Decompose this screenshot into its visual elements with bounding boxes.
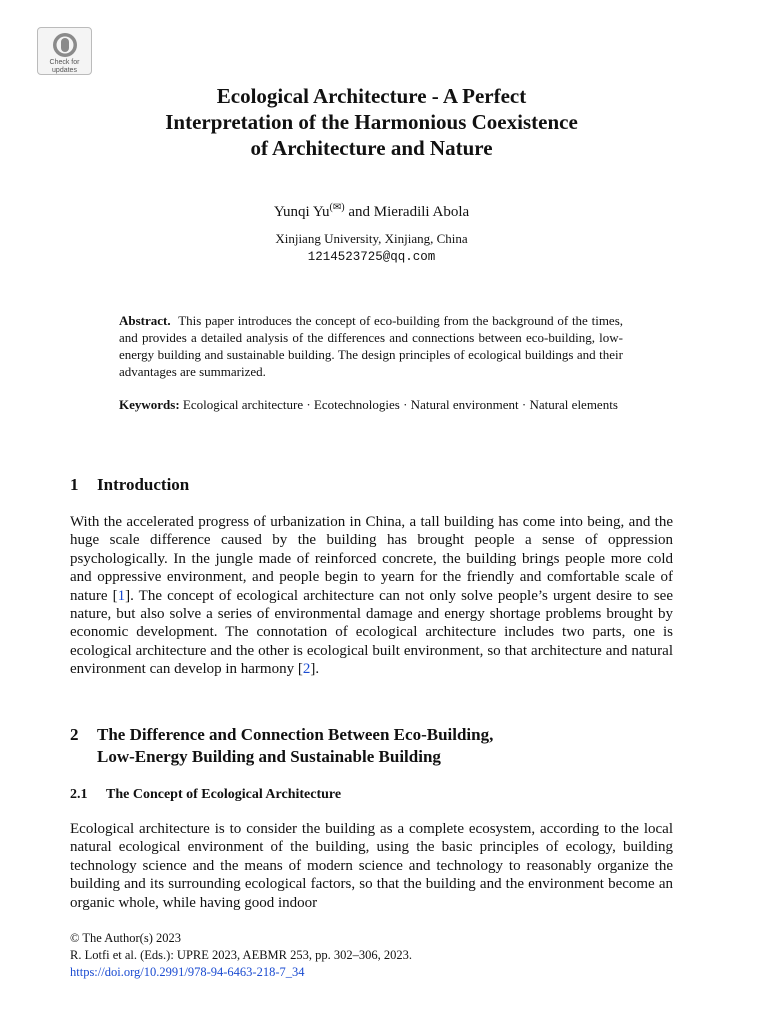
intro-text-1: With the accelerated progress of urbanization in China, a tall building has come into being, and the huge scale difference caused by the building has brought people a sense of oppression psychologically. In the jungle made of reinforced concrete, the building brings people more cold and oppressive environment, and people begin to yearn for the friendly and comfortable scale of nature [ bbox=[70, 514, 673, 604]
badge-label-line2: updates bbox=[52, 67, 77, 74]
badge-label-line1: Check for bbox=[49, 59, 80, 66]
subsection-number: 2.1 bbox=[70, 787, 88, 802]
check-for-updates-icon bbox=[52, 32, 78, 58]
section-heading-difference bbox=[70, 724, 673, 768]
affiliation: Xinjiang University, Xinjiang, China bbox=[275, 231, 468, 246]
keywords bbox=[119, 396, 623, 413]
intro-text-2: ]. The concept of ecological architecture can not only solve people’s urgent desire to see nature, but also solve a series of environmental damage and energy shortage problems brought by economic development. The connotation of ecological architecture includes two parts, one is ecological architecture and the other is ecological built environment, so that architecture and natural environment can develop in harmony [ bbox=[70, 587, 673, 678]
corresponding-author-mark[interactable]: (✉) bbox=[329, 202, 345, 213]
title-line-3: of Architecture and Nature bbox=[250, 136, 493, 160]
abstract-text: This paper introduces the concept of eco-building from the background of the times, and provides a detailed analysis of the differences and connections between eco-building, low-energy building and sustainable building. The design principles of ecological buildings and their advantages are summarized. bbox=[119, 313, 624, 379]
author-email[interactable]: 1214523725@qq.com bbox=[307, 250, 436, 264]
check-for-updates-badge[interactable] bbox=[37, 27, 92, 75]
footer bbox=[70, 930, 673, 981]
section-title: Introduction bbox=[97, 475, 190, 494]
author-rest: and Mieradili Abola bbox=[344, 204, 470, 220]
intro-text-3: ]. bbox=[310, 661, 320, 678]
keywords-label: Keywords: bbox=[119, 397, 180, 412]
citation-info: R. Lotfi et al. (Eds.): UPRE 2023, AEBMR 253, pp. 302–306, 2023. bbox=[70, 948, 413, 962]
section-title-line-2: Low-Energy Building and Sustainable Building bbox=[97, 747, 441, 766]
copyright: © The Author(s) 2023 bbox=[70, 931, 181, 945]
abstract-label: Abstract. bbox=[119, 313, 171, 328]
introduction-paragraph bbox=[70, 513, 673, 679]
citation-link-1[interactable]: 1 bbox=[117, 587, 126, 604]
title-line-1: Ecological Architecture - A Perfect bbox=[216, 84, 527, 108]
subsection-title: The Concept of Ecological Architecture bbox=[106, 787, 342, 802]
section-heading-introduction bbox=[70, 474, 673, 496]
title-line-2: Interpretation of the Harmonious Coexistence bbox=[165, 110, 578, 134]
subsection-heading-concept bbox=[70, 786, 673, 804]
section-title-line-1: The Difference and Connection Between Eco-Building, bbox=[97, 725, 494, 744]
citation-link-2[interactable]: 2 bbox=[302, 661, 311, 678]
author-first: Yunqi Yu bbox=[273, 204, 330, 220]
abstract bbox=[119, 312, 623, 380]
paper-title bbox=[70, 83, 673, 161]
keywords-text: Ecological architecture · Ecotechnologies · Natural environment · Natural elements bbox=[182, 397, 618, 412]
section-number: 2 bbox=[70, 725, 79, 744]
concept-paragraph: Ecological architecture is to consider the building as a complete ecosystem, according to the local natural ecological environment of the building, using the basic principles of ecology, building technology science and the means of modern science and technology to reasonably organize the building and its surrounding ecological factors, so that the building and the environment become an organic whole, while having good indoor bbox=[70, 821, 673, 911]
authors bbox=[70, 199, 673, 221]
doi-link[interactable]: https://doi.org/10.2991/978-94-6463-218-7_34 bbox=[70, 965, 305, 979]
section-number: 1 bbox=[70, 475, 79, 494]
